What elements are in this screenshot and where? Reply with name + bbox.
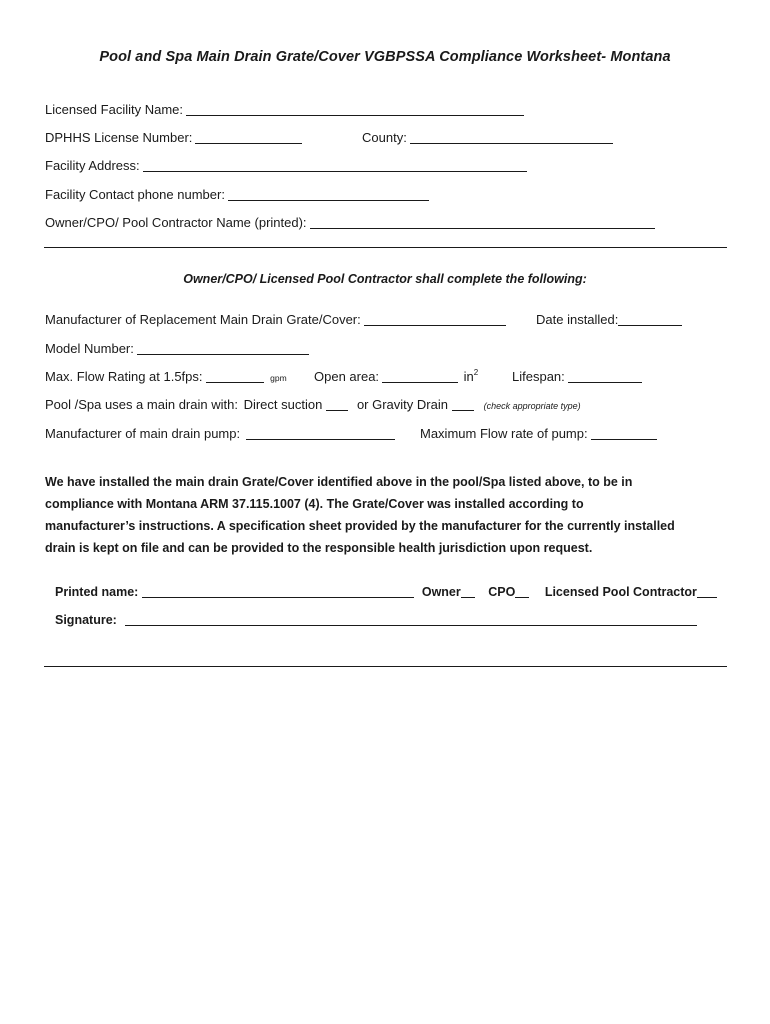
lifespan-field[interactable] <box>568 368 642 383</box>
date-installed-label: Date installed: <box>536 312 619 327</box>
cpo-label: CPO <box>488 585 516 599</box>
date-installed-row <box>536 309 682 327</box>
owner-name-field[interactable] <box>310 214 655 229</box>
statement-line-4: drain is kept on file and can be provided to the responsible health jurisdiction upon request. <box>45 541 593 555</box>
contractor-checkbox[interactable] <box>697 583 717 598</box>
direct-suction-checkbox[interactable] <box>326 396 348 411</box>
facility-address-label: Facility Address: <box>45 158 140 173</box>
max-flow-label: Max. Flow Rating at 1.5fps: <box>45 369 203 384</box>
compliance-statement <box>45 471 735 559</box>
manufacturer-label: Manufacturer of Replacement Main Drain Grate/Cover: <box>45 312 361 327</box>
printed-name-row <box>55 581 717 601</box>
page-title: Pool and Spa Main Drain Grate/Cover VGBPSSA Compliance Worksheet- Montana <box>99 49 671 65</box>
section-divider-top <box>44 247 727 248</box>
dphhs-license-number-label: DPHHS License Number: <box>45 130 193 145</box>
max-pump-flow-field[interactable] <box>591 425 657 440</box>
open-area-field[interactable] <box>382 368 458 383</box>
facility-address-row <box>45 155 527 173</box>
manufacturer-row <box>45 309 506 327</box>
contractor-label: Licensed Pool Contractor <box>544 585 697 599</box>
statement-line-3: manufacturer’s instructions. A specification sheet provided by the manufacturer for the currently installed <box>45 519 675 533</box>
cpo-checkbox[interactable] <box>515 583 529 598</box>
owner-name-row <box>45 212 655 230</box>
max-flow-field[interactable] <box>206 368 264 383</box>
date-installed-field[interactable] <box>618 311 682 326</box>
open-area-row <box>314 366 478 384</box>
licensed-facility-name-row <box>45 99 524 117</box>
signature-row <box>55 609 697 629</box>
model-number-label: Model Number: <box>45 341 134 356</box>
signature-label: Signature: <box>55 613 117 627</box>
printed-name-label: Printed name: <box>55 585 139 599</box>
gravity-drain-checkbox[interactable] <box>452 396 474 411</box>
county-row <box>362 127 613 145</box>
direct-suction-label: Direct suction <box>243 397 323 412</box>
gpm-unit: gpm <box>270 373 287 383</box>
dphhs-license-number-field[interactable] <box>195 129 302 144</box>
gravity-drain-label: or Gravity Drain <box>356 397 448 412</box>
statement-line-2: compliance with Montana ARM 37.115.1007 (4). The Grate/Cover was installed according to <box>45 497 584 511</box>
max-flow-row <box>45 366 287 384</box>
facility-contact-phone-label: Facility Contact phone number: <box>45 187 225 202</box>
county-label: County: <box>362 130 407 145</box>
owner-name-label: Owner/CPO/ Pool Contractor Name (printed): <box>45 215 307 230</box>
max-pump-flow-row <box>420 423 657 441</box>
owner-label: Owner <box>421 585 461 599</box>
model-number-field[interactable] <box>137 340 309 355</box>
section-divider-bottom <box>44 666 727 667</box>
facility-contact-phone-field[interactable] <box>228 186 429 201</box>
printed-name-field[interactable] <box>142 583 414 598</box>
pump-manufacturer-field[interactable] <box>246 425 395 440</box>
statement-line-1: We have installed the main drain Grate/Cover identified above in the pool/Spa listed above, to be in <box>45 475 633 489</box>
max-pump-flow-label: Maximum Flow rate of pump: <box>420 426 588 441</box>
section-heading: Owner/CPO/ Licensed Pool Contractor shall complete the following: <box>183 272 587 286</box>
facility-contact-phone-row <box>45 184 429 202</box>
in-unit-superscript: 2 <box>473 368 479 377</box>
owner-checkbox[interactable] <box>461 583 475 598</box>
facility-address-field[interactable] <box>143 157 527 172</box>
lifespan-row <box>512 366 642 384</box>
lifespan-label: Lifespan: <box>512 369 565 384</box>
drain-type-label: Pool /Spa uses a main drain with: <box>45 397 238 412</box>
licensed-facility-name-label: Licensed Facility Name: <box>45 102 183 117</box>
pump-manufacturer-row <box>45 423 395 441</box>
check-type-note: (check appropriate type) <box>483 401 581 411</box>
dphhs-license-row <box>45 127 302 145</box>
signature-field[interactable] <box>125 611 697 626</box>
manufacturer-field[interactable] <box>364 311 506 326</box>
county-field[interactable] <box>410 129 613 144</box>
model-number-row <box>45 338 309 356</box>
in-unit: in <box>463 369 474 384</box>
drain-type-row <box>45 394 581 412</box>
pump-manufacturer-label: Manufacturer of main drain pump: <box>45 426 241 441</box>
licensed-facility-name-field[interactable] <box>186 101 524 116</box>
open-area-label: Open area: <box>314 369 380 384</box>
